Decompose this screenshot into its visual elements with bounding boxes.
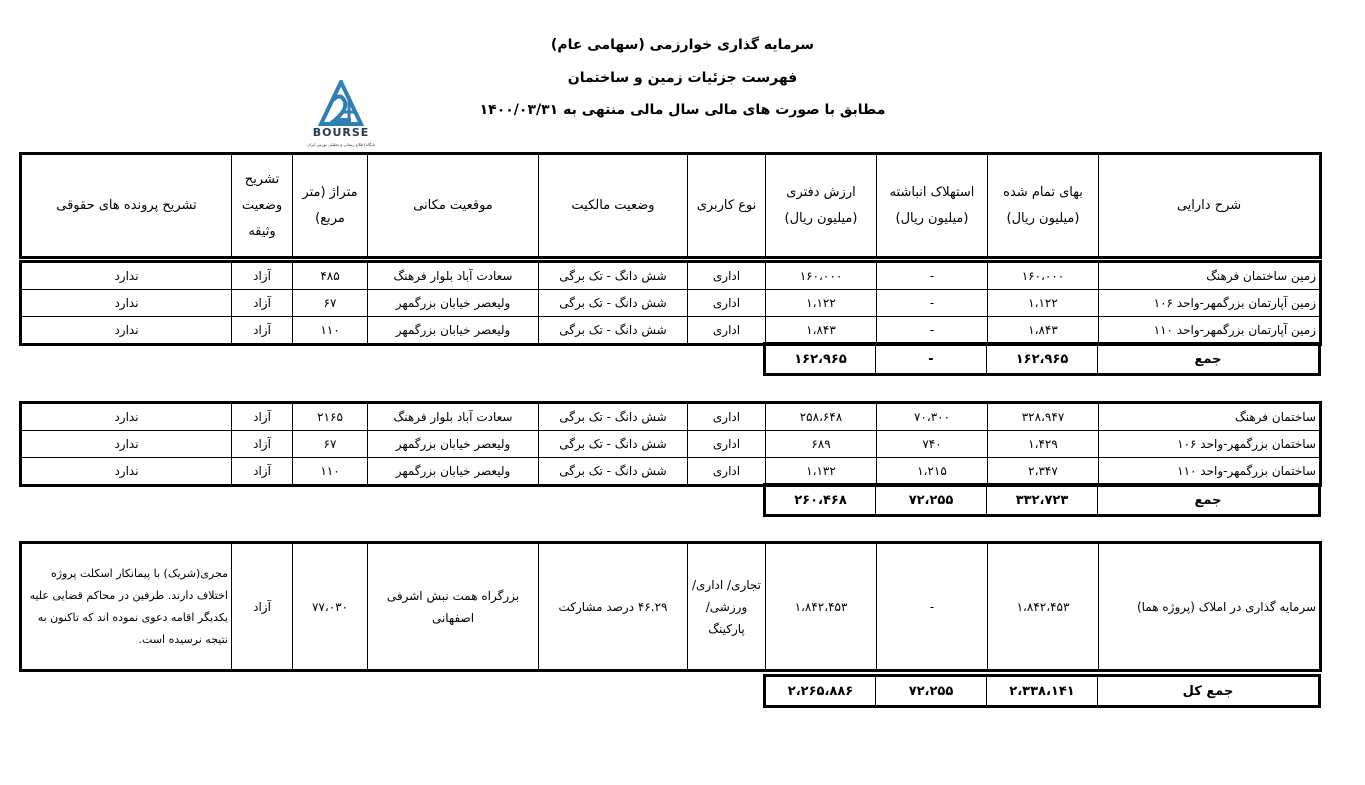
report-period: مطابق با صورت های مالی سال مالی منتهی به ۱۴۰۰/۰۳/۳۱ <box>479 102 886 118</box>
bourse-logo-icon <box>297 80 385 128</box>
logo-name: BOURSE <box>312 126 370 139</box>
cost-cell: ۳۲۸،۹۴۷ <box>988 403 1099 431</box>
table-row <box>21 458 1321 486</box>
area-cell: ۷۷،۰۳۰ <box>293 543 368 671</box>
legal-cell: مجری(شریک) با پیمانکار اسکلت پروژه اختلاف دارند. طرفین در محاکم قضایی علیه یکدیگر اقامه دعوی نموده اند که تاکنون به نتیجه نرسیده است. <box>21 543 232 671</box>
legal-cell: ندارد <box>21 290 232 317</box>
book-value-cell: ۱،۱۳۲ <box>766 458 877 486</box>
table-row <box>21 543 1321 671</box>
asset-cell: زمین آپارتمان بزرگمهر-واحد ۱۱۰ <box>1099 317 1321 345</box>
book-value-cell: ۲۵۸،۶۴۸ <box>766 403 877 431</box>
grand-total-table <box>763 674 1321 708</box>
collateral-cell: آزاد <box>232 458 293 486</box>
usage-cell: اداری <box>688 317 766 345</box>
collateral-cell: آزاد <box>232 317 293 345</box>
table-row <box>21 290 1321 317</box>
ownership-cell: شش دانگ - تک برگی <box>539 458 688 486</box>
total-label: جمع <box>1098 344 1320 375</box>
collateral-cell: آزاد <box>232 403 293 431</box>
header-area: متراژ (متر مربع) <box>293 154 368 258</box>
header-usage: نوع کاربری <box>688 154 766 258</box>
header-book-value: ارزش دفتری (میلیون ریال) <box>766 154 877 258</box>
usage-cell: تجاری/ اداری/ ورزشی/ پارکینگ <box>688 543 766 671</box>
column-header-table <box>19 152 1322 259</box>
area-cell: ۶۷ <box>293 431 368 458</box>
total-row <box>765 485 1320 516</box>
table-row <box>21 262 1321 290</box>
grand-total-cost: ۲،۳۳۸،۱۴۱ <box>987 676 1098 707</box>
table-row <box>21 431 1321 458</box>
location-cell: ولیعصر خیابان بزرگمهر <box>368 317 539 345</box>
ownership-cell: شش دانگ - تک برگی <box>539 262 688 290</box>
grand-total-label: جمع کل <box>1098 676 1320 707</box>
location-cell: ولیعصر خیابان بزرگمهر <box>368 431 539 458</box>
location-cell: سعادت آباد بلوار فرهنگ <box>368 403 539 431</box>
land-total-table <box>763 342 1321 376</box>
ownership-cell: ۴۶.۲۹ درصد مشارکت <box>539 543 688 671</box>
area-cell: ۱۱۰ <box>293 458 368 486</box>
depreciation-cell: - <box>877 290 988 317</box>
location-cell: بزرگراه همت نبش اشرفی اصفهانی <box>368 543 539 671</box>
cost-cell: ۲،۳۴۷ <box>988 458 1099 486</box>
collateral-cell: آزاد <box>232 543 293 671</box>
asset-cell: ساختمان فرهنگ <box>1099 403 1321 431</box>
usage-cell: اداری <box>688 431 766 458</box>
legal-cell: ندارد <box>21 431 232 458</box>
cost-cell: ۱۶۰،۰۰۰ <box>988 262 1099 290</box>
total-book-value: ۲۶۰،۴۶۸ <box>765 485 876 516</box>
depreciation-cell: ۷۰،۳۰۰ <box>877 403 988 431</box>
book-value-cell: ۱،۸۴۲،۴۵۳ <box>766 543 877 671</box>
logo-tagline: پایگاه اطلاع رسانی و تحلیلی بورس ایران <box>307 142 375 147</box>
company-title: سرمایه گذاری خوارزمی (سهامی عام) <box>550 37 815 53</box>
area-cell: ۲۱۶۵ <box>293 403 368 431</box>
asset-cell: ساختمان بزرگمهر-واحد ۱۱۰ <box>1099 458 1321 486</box>
total-cost: ۳۳۲،۷۲۳ <box>987 485 1098 516</box>
depreciation-cell: - <box>877 317 988 345</box>
legal-cell: ندارد <box>21 403 232 431</box>
header-location: موقعیت مکانی <box>368 154 539 258</box>
total-depreciation: ۷۲،۲۵۵ <box>876 485 987 516</box>
table-row <box>21 317 1321 345</box>
asset-cell: سرمایه گذاری در املاک (پروژه هما) <box>1099 543 1321 671</box>
collateral-cell: آزاد <box>232 431 293 458</box>
asset-cell: زمین ساختمان فرهنگ <box>1099 262 1321 290</box>
legal-cell: ندارد <box>21 458 232 486</box>
bourse-logo <box>297 80 385 152</box>
location-cell: ولیعصر خیابان بزرگمهر <box>368 458 539 486</box>
depreciation-cell: ۱،۲۱۵ <box>877 458 988 486</box>
total-cost: ۱۶۲،۹۶۵ <box>987 344 1098 375</box>
ownership-cell: شش دانگ - تک برگی <box>539 290 688 317</box>
cost-cell: ۱،۸۴۳ <box>988 317 1099 345</box>
cost-cell: ۱،۴۲۹ <box>988 431 1099 458</box>
header-legal: تشریح پرونده های حقوقی <box>21 154 232 258</box>
header-depreciation: استهلاک انباشته (میلیون ریال) <box>877 154 988 258</box>
project-table <box>19 541 1322 672</box>
depreciation-cell: ۷۴۰ <box>877 431 988 458</box>
collateral-cell: آزاد <box>232 262 293 290</box>
location-cell: سعادت آباد بلوار فرهنگ <box>368 262 539 290</box>
area-cell: ۱۱۰ <box>293 317 368 345</box>
land-table <box>19 260 1322 346</box>
ownership-cell: شش دانگ - تک برگی <box>539 431 688 458</box>
total-book-value: ۱۶۲،۹۶۵ <box>765 344 876 375</box>
asset-cell: ساختمان بزرگمهر-واحد ۱۰۶ <box>1099 431 1321 458</box>
ownership-cell: شش دانگ - تک برگی <box>539 403 688 431</box>
grand-total-row <box>765 676 1320 707</box>
legal-cell: ندارد <box>21 262 232 290</box>
book-value-cell: ۶۸۹ <box>766 431 877 458</box>
cost-cell: ۱،۱۲۲ <box>988 290 1099 317</box>
total-depreciation: - <box>876 344 987 375</box>
usage-cell: اداری <box>688 262 766 290</box>
asset-cell: زمین آپارتمان بزرگمهر-واحد ۱۰۶ <box>1099 290 1321 317</box>
usage-cell: اداری <box>688 458 766 486</box>
total-row <box>765 344 1320 375</box>
total-label: جمع <box>1098 485 1320 516</box>
ownership-cell: شش دانگ - تک برگی <box>539 317 688 345</box>
depreciation-cell: - <box>877 543 988 671</box>
header-collateral: تشریح وضعیت وثیقه <box>232 154 293 258</box>
table-row <box>21 403 1321 431</box>
usage-cell: اداری <box>688 403 766 431</box>
area-cell: ۴۸۵ <box>293 262 368 290</box>
book-value-cell: ۱،۱۲۲ <box>766 290 877 317</box>
location-cell: ولیعصر خیابان بزرگمهر <box>368 290 539 317</box>
cost-cell: ۱،۸۴۲،۴۵۳ <box>988 543 1099 671</box>
header-cost: بهای تمام شده (میلیون ریال) <box>988 154 1099 258</box>
collateral-cell: آزاد <box>232 290 293 317</box>
usage-cell: اداری <box>688 290 766 317</box>
depreciation-cell: - <box>877 262 988 290</box>
area-cell: ۶۷ <box>293 290 368 317</box>
buildings-total-table <box>763 483 1321 517</box>
report-subtitle: فهرست جزئیات زمین و ساختمان <box>567 70 798 86</box>
book-value-cell: ۱۶۰،۰۰۰ <box>766 262 877 290</box>
book-value-cell: ۱،۸۴۳ <box>766 317 877 345</box>
buildings-table <box>19 401 1322 487</box>
grand-total-depreciation: ۷۲،۲۵۵ <box>876 676 987 707</box>
legal-cell: ندارد <box>21 317 232 345</box>
grand-total-book-value: ۲،۲۶۵،۸۸۶ <box>765 676 876 707</box>
header-ownership: وضعیت مالکیت <box>539 154 688 258</box>
header-asset: شرح دارایی <box>1099 154 1321 258</box>
